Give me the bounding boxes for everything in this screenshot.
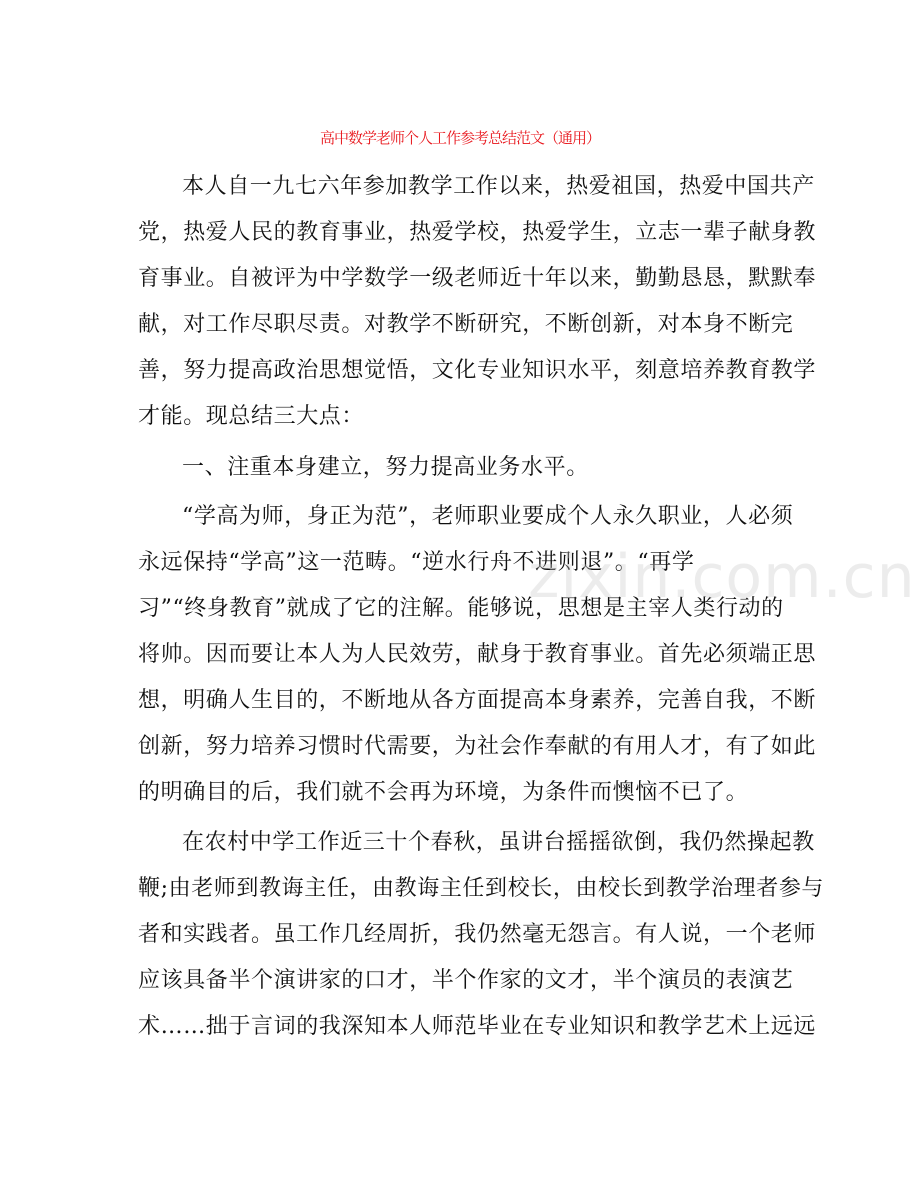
paragraph-line: 善，努力提高政治思想觉悟，文化专业知识水平，刻意培养教育教学: [138, 358, 817, 383]
paragraph-line: 者和实践者。虽工作几经周折，我仍然毫无怨言。有人说，一个老师: [138, 922, 817, 947]
paragraph-line: 育事业。自被评为中学数学一级老师近十年以来，勤勤恳恳，默默奉: [138, 266, 817, 291]
document-title: 高中数学老师个人工作参考总结范文（通用）: [319, 129, 600, 147]
paragraph-line: 习”“终身教育”就成了它的注解。能够说，思想是主宰人类行动的: [138, 596, 784, 621]
paragraph-line: 将帅。因而要让本人为人民效劳，献身于教育事业。首先必须端正思: [138, 642, 817, 667]
paragraph-line: 的明确目的后，我们就不会再为环境，为条件而懊恼不已了。: [138, 780, 749, 805]
paragraph-line: 永远保持“学高”这一范畴。“逆水行舟不进则退”。“再学: [138, 550, 695, 575]
paragraph-line: 鞭;由老师到教诲主任，由教诲主任到校长，由校长到教学治理者参与: [138, 876, 825, 901]
paragraph-line: 本人自一九七六年参加教学工作以来，热爱祖国，热爱中国共产: [182, 174, 815, 199]
paragraph-line: 献，对工作尽职尽责。对教学不断研究，不断创新，对本身不断完: [138, 312, 794, 337]
paragraph-line: 党，热爱人民的教育事业，热爱学校，热爱学生，立志一辈子献身教: [138, 220, 817, 245]
paragraph-line: 术……拙于言词的我深知本人师范毕业在专业知识和教学艺术上远远: [138, 1014, 817, 1039]
paragraph-line: 才能。现总结三大点：: [138, 404, 365, 429]
section-heading: 一、注重本身建立，努力提高业务水平。: [182, 455, 589, 480]
watermark: zixin.com.cn: [528, 542, 916, 612]
paragraph-line: 想，明确人生目的，不断地从各方面提高本身素养，完善自我，不断: [138, 688, 817, 713]
paragraph-line: 在农村中学工作近三十个春秋，虽讲台摇摇欲倒，我仍然操起教: [182, 830, 815, 855]
paragraph-line: 创新，努力培养习惯时代需要，为社会作奉献的有用人才，有了如此: [138, 734, 817, 759]
paragraph-line: “学高为师，身正为范”，老师职业要成个人永久职业，人必须: [182, 504, 794, 529]
paragraph-line: 应该具备半个演讲家的口才，半个作家的文才，半个演员的表演艺: [138, 968, 794, 993]
